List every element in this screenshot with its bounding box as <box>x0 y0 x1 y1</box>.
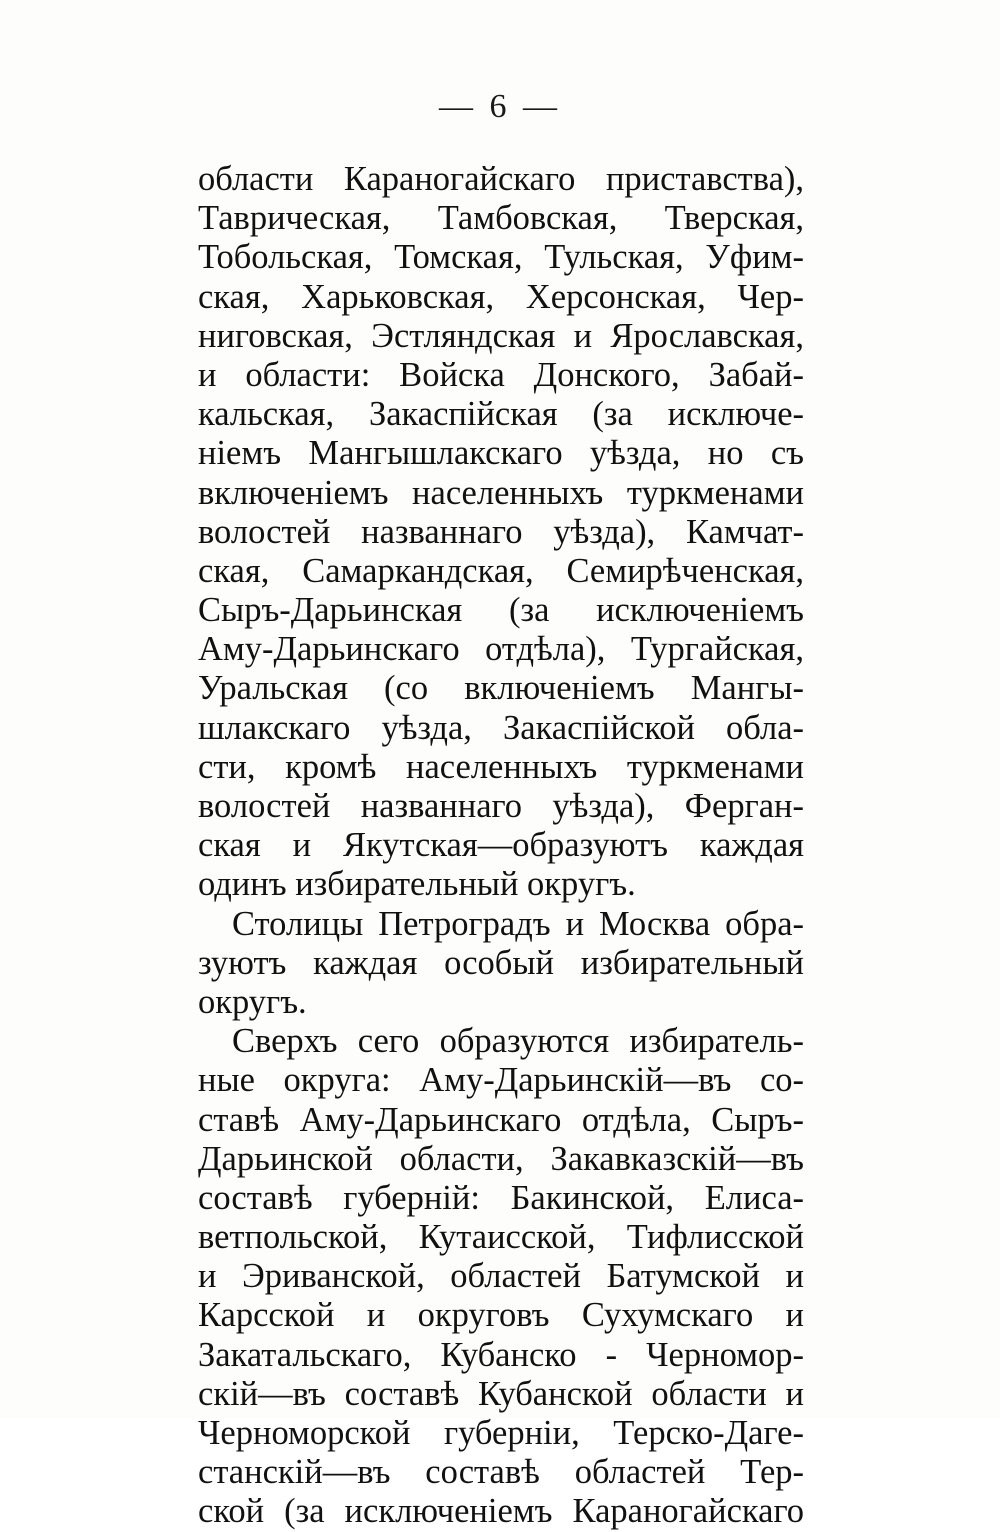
text-line: Черноморской губерніи, Терско-Даге- <box>198 1414 804 1452</box>
text-line: и Эриванской, областей Батумской и <box>198 1257 804 1296</box>
text-line: Карсской и округовъ Сухумскаго и <box>198 1296 804 1335</box>
page-number: — 6 — <box>439 88 561 125</box>
text-line: Таврическая, Тамбовская, Тверская, <box>198 199 804 238</box>
text-line: Уральская (со включеніемъ Мангы- <box>198 669 804 708</box>
text-line: одинъ избирательный округъ. <box>198 865 636 904</box>
text-line: округъ. <box>198 982 307 1021</box>
text-line: ская и Якутская—образуютъ каждая <box>198 826 804 865</box>
text-line: скій—въ составѣ Кубанской области и <box>198 1374 804 1413</box>
paragraph-2 <box>198 905 804 1023</box>
text-line: включеніемъ населенныхъ туркменами <box>198 473 804 512</box>
text-line: Столицы Петроградъ и Москва обра- <box>232 904 804 943</box>
text-line: Аму-Дарьинскаго отдѣла), Тургайская, <box>198 630 804 669</box>
text-line: ниговская, Эстляндская и Ярославская, <box>198 316 804 355</box>
text-line: сти, кромѣ населенныхъ туркменами <box>198 747 804 786</box>
text-line: ской (за исключеніемъ Караногайскаго <box>198 1492 804 1531</box>
text-line: ніемъ Мангышлакскаго уѣзда, но съ <box>198 434 804 473</box>
text-line: ветпольской, Кутаисской, Тифлисской <box>198 1218 804 1257</box>
text-line: ская, Харьковская, Херсонская, Чер- <box>198 277 804 316</box>
body-text <box>198 160 804 1532</box>
text-line: Дарьинской области, Закавказскій—въ <box>198 1139 804 1178</box>
paragraph-1 <box>198 160 804 905</box>
text-line: и области: Войска Донского, Забай- <box>198 355 804 394</box>
text-line: зуютъ каждая особый избирательный <box>198 943 804 982</box>
text-line: ные округа: Аму-Дарьинскій—въ со- <box>198 1061 804 1100</box>
text-line: Тобольская, Томская, Тульская, Уфим- <box>198 238 804 277</box>
paragraph-3 <box>198 1022 804 1531</box>
text-line: шлакскаго уѣзда, Закаспійской обла- <box>198 708 804 747</box>
text-line: составѣ губерній: Бакинской, Елиса- <box>198 1178 804 1217</box>
text-line: волостей названнаго уѣзда), Ферган- <box>198 787 804 825</box>
text-line: области Караногайскаго приставства), <box>198 160 804 198</box>
text-line: станскій—въ составѣ областей Тер- <box>198 1453 804 1492</box>
text-line: Сыръ-Дарьинская (за исключеніемъ <box>198 591 804 630</box>
text-line: ставѣ Аму-Дарьинскаго отдѣла, Сыръ- <box>198 1100 804 1139</box>
text-line: Сверхъ сего образуются избиратель- <box>232 1022 804 1061</box>
text-line: Закатальскаго, Кубанско - Черномор- <box>198 1335 804 1374</box>
text-line: ская, Самаркандская, Семирѣченская, <box>198 551 804 590</box>
text-line: волостей названнаго уѣзда), Камчат- <box>198 512 804 551</box>
text-line: кальская, Закаспійская (за исключе- <box>198 395 804 434</box>
